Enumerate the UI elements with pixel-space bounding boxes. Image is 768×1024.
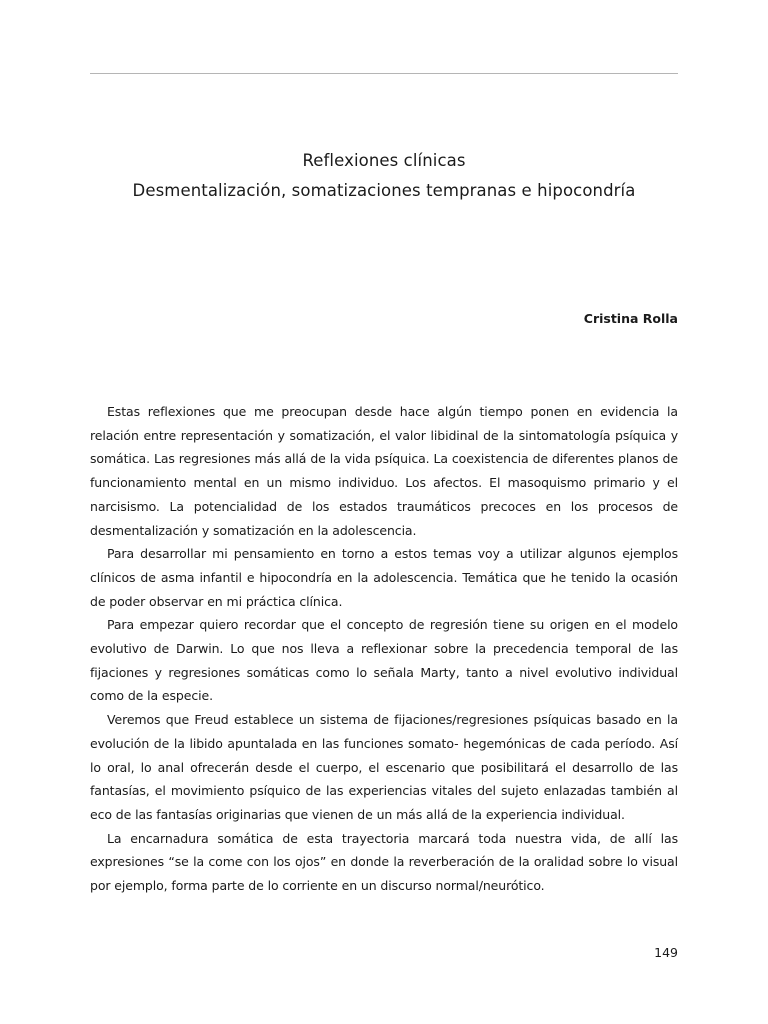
header-rule	[90, 73, 678, 74]
page-number: 149	[654, 945, 678, 960]
paragraph: Estas reflexiones que me preocupan desde hace algún tiempo ponen en evidencia la relación entre representación y somatización, el valor libidinal de la sintomatología psíquica y somática. Las regresiones más allá de la vida psíquica. La coexistencia de diferentes planos de funcionamiento mental en un mismo individuo. Los afectos. El masoquismo primario y el narcisismo. La potencialidad de los estados traumáticos precoces en los procesos de desmentalización y somatización en la adolescencia.	[90, 404, 678, 538]
title-block	[90, 146, 678, 206]
author-name: Cristina Rolla	[583, 311, 678, 326]
paragraph: La encarnadura somática de esta trayectoria marcará toda nuestra vida, de allí las expresiones “se la come con los ojos” en donde la reverberación de la oralidad sobre lo visual por ejemplo, forma parte de lo corriente en un discurso normal/neurótico.	[90, 830, 678, 894]
paragraph: Para desarrollar mi pensamiento en torno a estos temas voy a utilizar algunos ejemplos clínicos de asma infantil e hipocondría en la adolescencia. Temática que he tenido la ocasión de poder observar en mi práctica clínica.	[90, 546, 678, 609]
body-text	[90, 400, 678, 898]
page-title: Reflexiones clínicas	[302, 151, 466, 170]
paragraph: Para empezar quiero recordar que el concepto de regresión tiene su origen en el modelo evolutivo de Darwin. Lo que nos lleva a reflexionar sobre la precedencia temporal de las fijaciones y regresiones somáticas como lo señala Marty, tanto a nivel evolutivo individual como de la especie.	[90, 617, 678, 704]
paragraph: Veremos que Freud establece un sistema de fijaciones/regresiones psíquicas basado en la evolución de la libido apuntalada en las funciones somato- hegemónicas de cada período. Así lo oral, lo anal ofrecerán desde el cuerpo, el escenario que posibilitará el desarrollo de las fantasías, el movimiento psíquico de las experiencias vitales del sujeto enlazadas también al eco de las fantasías originarias que vienen de un más allá de la experiencia individual.	[90, 712, 678, 822]
page-subtitle: Desmentalización, somatizaciones tempranas e hipocondría	[132, 181, 636, 200]
